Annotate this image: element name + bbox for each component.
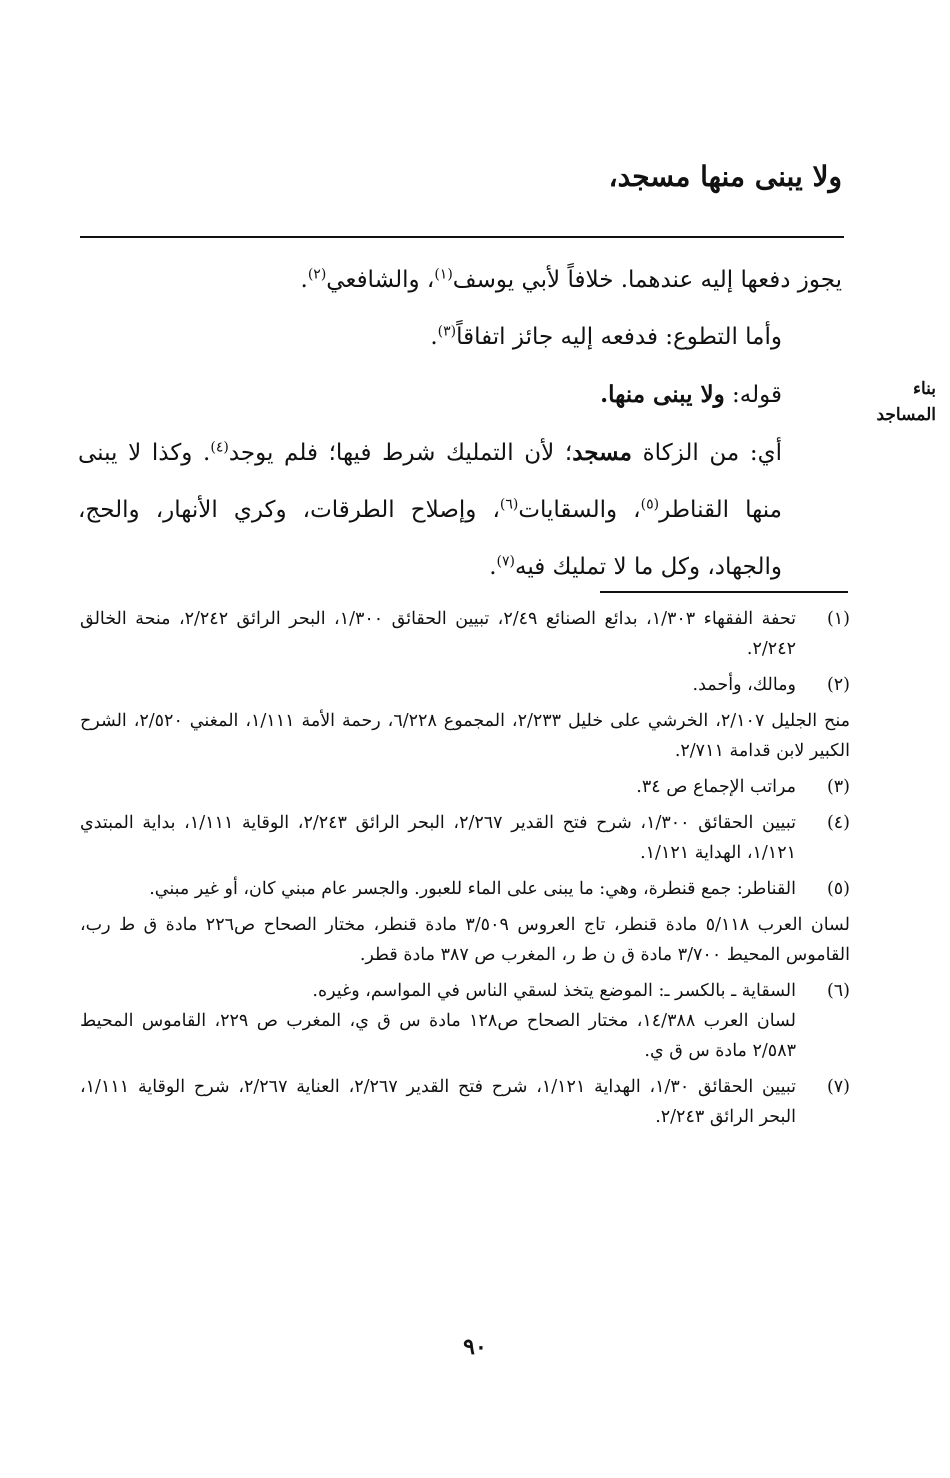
footnote-text: السقاية ـ بالكسر ـ: الموضع يتخذ لسقي الناس في المواسم، وغيره. [312, 981, 796, 1001]
footnote-ref-3[interactable]: (٣) [437, 323, 457, 340]
page-heading: ولا يبنى منها مسجد، [608, 160, 842, 193]
footnote-number: (٤) [826, 813, 850, 833]
quote-prefix: قوله: [724, 382, 782, 408]
paragraph-2-text: وأما التطوع: فدفعه إليه جائز اتفاقاً [456, 324, 782, 350]
footnote-2-sources: منح الجليل ٢/١٠٧، الخرشي على خليل ٢/٢٣٣، المجموع ٦/٢٢٨، رحمة الأمة ١/١١١، المغني ٢/٥٢٠، الشرح الكبير لابن قدامة ٢/٧١١. [80, 711, 850, 761]
paragraph-4-b: ؛ لأن التمليك شرط فيها؛ فلم يوجد [228, 440, 573, 466]
paragraph-4-f: . [489, 554, 497, 580]
quote-text: ولا يبنى منها. [600, 381, 725, 408]
footnote-sources: لسان العرب ١٤/٣٨٨، مختار الصحاح ص١٢٨ مادة س ق ي، المغرب ص ٢٢٩، القاموس المحيط ٢/٥٨٣ مادة س ق ي. [80, 1011, 796, 1061]
paragraph-4-bold: مسجد [572, 439, 632, 466]
footnote-ref-5[interactable]: (٥) [640, 496, 660, 513]
footnotes [80, 604, 850, 1138]
footnote-number: (٣) [826, 777, 850, 797]
page-number: ٩٠ [463, 1334, 487, 1360]
heading-divider [80, 236, 844, 238]
footnote-number: (٥) [826, 879, 850, 899]
paragraph-3 [78, 366, 842, 424]
paragraph-4 [78, 424, 842, 596]
footnote-text: تبيين الحقائق ١/٣٠، الهداية ١/١٢١، شرح فتح القدير ٢/٢٦٧، العناية ٢/٢٦٧، شرح الوقاية ١/١١١، البحر الرائق ٢/٢٤٣. [80, 1077, 797, 1127]
footnote-ref-1[interactable]: (١) [434, 266, 453, 283]
paragraph-1 [78, 252, 842, 309]
paragraph-1-end: . [300, 267, 308, 293]
footnote-ref-6[interactable]: (٦) [499, 496, 519, 513]
footnote-text: تحفة الفقهاء ١/٣٠٣، بدائع الصنائع ٢/٤٩، تبيين الحقائق ١/٣٠٠، البحر الرائق ٢/٢٤٢، منحة الخالق ٢/٢٤٢. [80, 609, 796, 659]
footnote-3 [80, 772, 850, 802]
main-text [78, 252, 842, 596]
paragraph-4-d: ، والسقايات [518, 497, 641, 523]
margin-note-line-1: بناء [912, 379, 936, 399]
footnote-5 [80, 874, 850, 904]
footnote-number: (١) [826, 609, 850, 629]
footnote-ref-4[interactable]: (٤) [210, 439, 229, 456]
footnote-divider [600, 591, 848, 593]
footnote-text: القناطر: جمع قنطرة، وهي: ما يبنى على الماء للعبور. والجسر عام مبني كان، أو غير مبني. [149, 879, 796, 899]
paragraph-2-end: . [430, 324, 438, 350]
paragraph-4-e: ، وإصلاح الطرقات، وكري الأنهار، والحج، والجهاد، وكل ما لا تمليك فيه [78, 497, 782, 580]
paragraph-1-text: يجوز دفعها إليه عندهما. خلافاً لأبي يوسف [452, 267, 842, 293]
footnote-number: (٧) [826, 1077, 850, 1097]
footnote-ref-2[interactable]: (٢) [307, 266, 327, 283]
footnote-number: (٢) [826, 675, 850, 695]
footnote-text: تبيين الحقائق ١/٣٠٠، شرح فتح القدير ٢/٢٦٧، البحر الرائق ٢/٢٤٣، الوقاية ١/١١١، بداية المبتدي ١/١٢١، الهداية ١/١٢١. [80, 813, 796, 863]
footnote-7 [80, 1072, 850, 1132]
footnote-2 [80, 670, 850, 700]
footnote-ref-7[interactable]: (٧) [496, 553, 515, 570]
paragraph-1-mid: ، والشافعي [326, 267, 435, 293]
footnote-text: ومالك، وأحمد. [692, 675, 796, 695]
paragraph-4-c: . وكذا لا يبنى منها القناطر [78, 440, 782, 523]
footnote-number: (٦) [826, 981, 850, 1001]
footnote-4 [80, 808, 850, 868]
footnote-6 [80, 976, 850, 1066]
paragraph-2 [78, 309, 842, 366]
paragraph-4-a: أي: من الزكاة [631, 440, 783, 466]
margin-note [856, 376, 936, 429]
footnote-text: مراتب الإجماع ص ٣٤. [636, 777, 796, 797]
margin-note-line-2: المساجد [876, 405, 936, 426]
footnote-5-sources: لسان العرب ٥/١١٨ مادة قنطر، تاج العروس ٣/٥٠٩ مادة قنطر، مختار الصحاح ص٢٢٦ مادة ق ط رب، القاموس المحيط ٣/٧٠٠ مادة ق ن ط ر، المغرب ص ٣٨٧ مادة قطر. [80, 915, 850, 965]
footnote-1 [80, 604, 850, 664]
